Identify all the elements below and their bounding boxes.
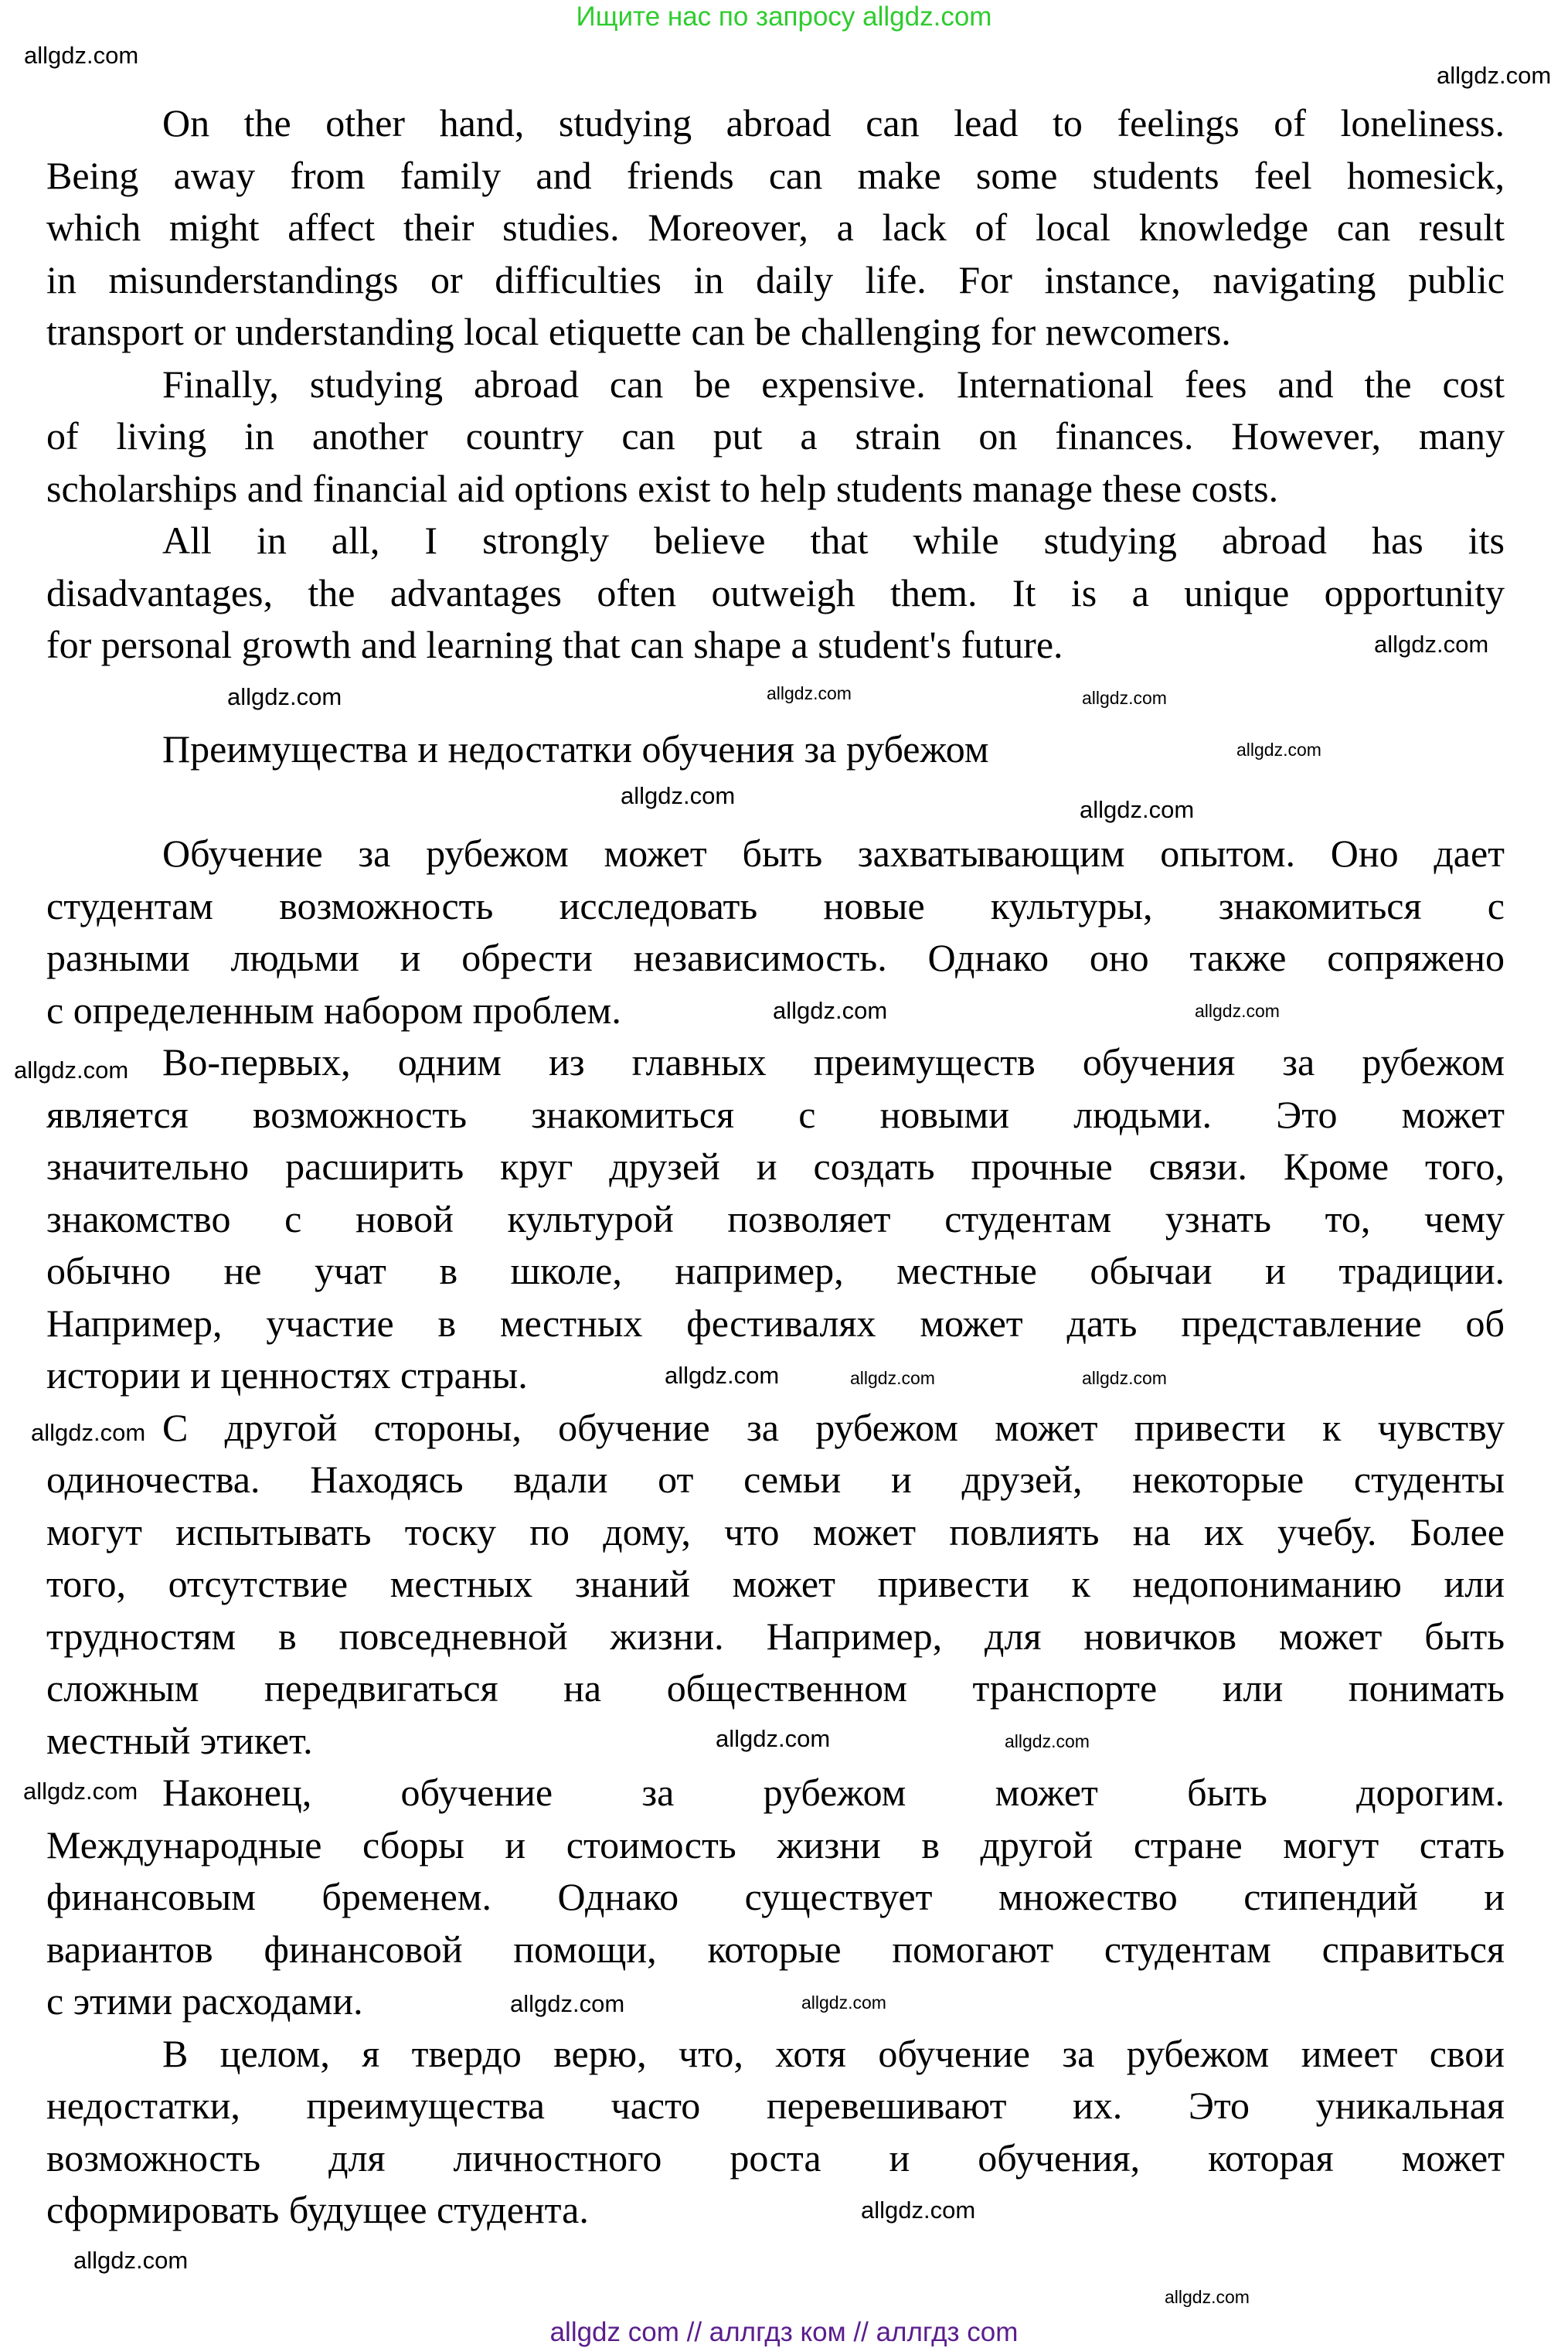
watermark: allgdz.com (1082, 688, 1167, 708)
paragraph-line: является возможность знакомиться с новыми людьми. Это может (46, 1092, 1505, 1136)
watermark: allgdz.com (861, 2197, 976, 2224)
document-body (46, 97, 1505, 2237)
watermark: allgdz.com (1374, 631, 1489, 658)
paragraph-line: обычно не учат в школе, например, местные обычаи и традиции. (46, 1249, 1505, 1292)
paragraph-line: сформировать будущее студента. (46, 2188, 589, 2231)
paragraph-line: for personal growth and learning that can shape a student's future. (46, 623, 1063, 666)
paragraph-line: All in all, I strongly believe that while studying abroad has its (162, 519, 1505, 562)
watermark: allgdz.com (24, 42, 139, 69)
watermark: allgdz.com (14, 1057, 129, 1084)
paragraph-line: с определенным набором проблем. (46, 988, 621, 1032)
watermark: allgdz.com (227, 683, 342, 710)
watermark: allgdz.com (773, 997, 888, 1024)
paragraph-line: of living in another country can put a strain on finances. However, many (46, 414, 1505, 458)
paragraph-line: сложным передвигаться на общественном транспорте или понимать (46, 1666, 1505, 1710)
watermark: allgdz.com (767, 683, 852, 703)
paragraph-line: Being away from family and friends can make some students feel homesick, (46, 153, 1505, 197)
search-banner-link[interactable]: Ищите нас по запросу allgdz.com (576, 2, 992, 32)
watermark: allgdz.com (23, 1778, 138, 1805)
watermark: allgdz.com (73, 2247, 189, 2274)
watermark: allgdz.com (850, 1368, 935, 1388)
paragraph-line: in misunderstandings or difficulties in daily life. For instance, navigating public (46, 257, 1505, 301)
watermark: allgdz.com (801, 1992, 886, 2013)
paragraph-line: с этими расходами. (46, 1979, 363, 2023)
paragraph-line: местный этикет. (46, 1718, 313, 1762)
watermark: allgdz.com (665, 1362, 780, 1389)
watermark: allgdz.com (1437, 62, 1552, 89)
watermark: allgdz.com (31, 1419, 146, 1446)
watermark: allgdz.com (510, 1990, 625, 2017)
paragraph-line: трудностям в повседневной жизни. Например, для новичков может быть (46, 1614, 1505, 1658)
watermark: allgdz.com (716, 1725, 831, 1752)
paragraph-line: Finally, studying abroad can be expensive. International fees and the cost (162, 362, 1505, 406)
paragraph-line: одиночества. Находясь вдали от семьи и друзей, некоторые студенты (46, 1458, 1505, 1501)
paragraph-line: On the other hand, studying abroad can lead to feelings of loneliness. (162, 101, 1505, 145)
paragraph-line: which might affect their studies. Moreover, a lack of local knowledge can result (46, 206, 1505, 249)
watermark: allgdz.com (621, 782, 736, 809)
paragraph-line: истории и ценностях страны. (46, 1353, 528, 1397)
paragraph-line: финансовым бременем. Однако существует множество стипендий и (46, 1875, 1505, 1918)
watermark: allgdz.com (1195, 1001, 1280, 1021)
footer-links[interactable]: allgdz com // аллгдз ком // аллгдз com (549, 2317, 1019, 2347)
paragraph-line: вариантов финансовой помощи, которые помогают студентам справиться (46, 1927, 1505, 1971)
paragraph-line: значительно расширить круг друзей и создать прочные связи. Кроме того, (46, 1145, 1505, 1188)
paragraph-line: С другой стороны, обучение за рубежом может привести к чувству (162, 1405, 1505, 1449)
paragraph-line: transport or understanding local etiquette can be challenging for newcomers. (46, 310, 1231, 353)
paragraph-line: могут испытывать тоску по дому, что может повлиять на их учебу. Более (46, 1509, 1505, 1553)
essay-title: Преимущества и недостатки обучения за рубежом (162, 727, 989, 771)
watermark: allgdz.com (1165, 2287, 1250, 2307)
paragraph-line: возможность для личностного роста и обучения, которая может (46, 2135, 1505, 2180)
paragraph-line: знакомство с новой культурой позволяет студентам узнать то, чему (46, 1196, 1505, 1240)
paragraph-line: Во-первых, одним из главных преимуществ обучения за рубежом (162, 1040, 1505, 1084)
watermark: allgdz.com (1236, 740, 1321, 760)
watermark: allgdz.com (1005, 1731, 1090, 1751)
paragraph-line: Наконец, обучение за рубежом может быть дорогим. (162, 1771, 1505, 1814)
paragraph-line: Например, участие в местных фестивалях может дать представление об (46, 1301, 1505, 1345)
paragraph-line: недостатки, преимущества часто перевешивают их. Это уникальная (46, 2084, 1505, 2127)
paragraph-line: студентам возможность исследовать новые культуры, знакомиться с (46, 883, 1505, 927)
paragraph-line: Международные сборы и стоимость жизни в другой стране могут стать (46, 1822, 1505, 1866)
paragraph-line: Обучение за рубежом может быть захватывающим опытом. Оно дает (162, 832, 1505, 875)
paragraph-line: В целом, я твердо верю, что, хотя обучение за рубежом имеет свои (162, 2031, 1505, 2075)
paragraph-line: того, отсутствие местных знаний может привести к недопониманию или (46, 1562, 1505, 1605)
watermark: allgdz.com (1080, 796, 1195, 823)
paragraph-line: disadvantages, the advantages often outweigh them. It is a unique opportunity (46, 570, 1505, 614)
paragraph-line: разными людьми и обрести независимость. Однако оно также сопряжено (46, 936, 1505, 979)
paragraph-line: scholarships and financial aid options exist to help students manage these costs. (46, 466, 1279, 510)
watermark: allgdz.com (1082, 1368, 1167, 1388)
